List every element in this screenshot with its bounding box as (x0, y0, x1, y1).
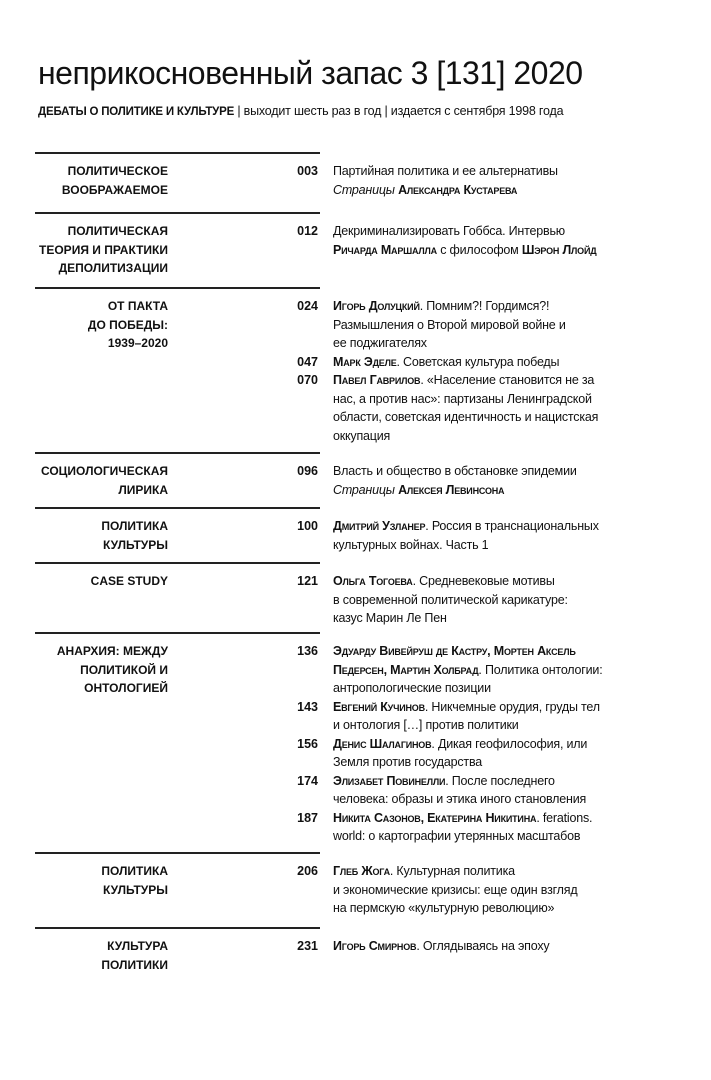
section-divider (35, 152, 320, 154)
page-number: 136 (297, 644, 318, 658)
section-divider (35, 852, 320, 854)
toc-section (35, 152, 675, 197)
entry-title: Партийная политика и ее альтернативы (333, 164, 558, 178)
section-divider (35, 452, 320, 454)
entry-title: с философом (436, 242, 522, 257)
page-number: 174 (297, 773, 318, 788)
entry-title: . Россия в транснациональных культурных войнах. Часть 1 (333, 519, 599, 552)
entry-description (333, 297, 675, 353)
entry-description (333, 735, 675, 772)
journal-title: неприкосновенный запас 3 [131] 2020 (38, 55, 583, 91)
toc-entry[interactable] (275, 462, 675, 499)
toc-entry[interactable] (275, 572, 675, 628)
author-name: Глеб Жога (333, 864, 390, 878)
author-name: Игорь Смирнов (333, 939, 417, 953)
section-entries (275, 572, 675, 628)
page-number: 156 (297, 736, 318, 751)
entry-title: . Оглядываясь на эпоху (416, 939, 550, 953)
section-category: ПОЛИТИЧЕСКОЕ ВООБРАЖАЕМОЕ (61, 164, 168, 197)
toc-section (35, 452, 675, 497)
toc-entry[interactable] (275, 353, 675, 372)
section-entries (275, 862, 675, 918)
section-category: ПОЛИТИКА КУЛЬТУРЫ (101, 864, 168, 897)
entry-description (333, 937, 675, 956)
entry-description (333, 698, 675, 735)
toc-section (35, 507, 675, 552)
toc-section (35, 632, 675, 843)
section-category: ОТ ПАКТА ДО ПОБЕДЫ: 1939–2020 (87, 299, 168, 350)
page-number: 121 (297, 574, 318, 588)
author-name: Ольга Тогоева (333, 574, 413, 588)
section-category: СОЦИОЛОГИЧЕСКАЯ ЛИРИКА (40, 464, 168, 497)
section-divider (35, 287, 320, 289)
entry-description (333, 222, 675, 259)
entry-description (333, 371, 675, 445)
author-name: Ричарда Маршалла (333, 242, 437, 257)
section-entries (275, 162, 675, 199)
entry-title: Декриминализировать Гоббса. Интервью (333, 224, 565, 238)
author-name: Эдуарду Вивейруш де Кастру, Мортен Аксель Педерсен, Мартин Холбрад (333, 644, 576, 677)
author-name: Алексея Левинсона (398, 482, 505, 497)
toc-entry[interactable] (275, 222, 675, 259)
entry-title: . Средневековые мотивы в современной политической карикатуре: казус Марин Ле Пен (333, 574, 568, 625)
entry-description (333, 353, 675, 372)
page-number: 100 (297, 519, 318, 533)
section-divider (35, 562, 320, 564)
entry-description (333, 517, 675, 554)
toc-entry[interactable] (275, 862, 675, 918)
section-divider (35, 927, 320, 929)
author-name: Элизабет Повинелли (333, 773, 446, 788)
author-name: Марк Эделе (333, 354, 397, 369)
entry-title: . Политика онтологии: антропологические позиции (333, 662, 603, 695)
section-category: ПОЛИТИКА КУЛЬТУРЫ (101, 519, 168, 552)
toc-entry[interactable] (275, 297, 675, 353)
section-entries (275, 462, 675, 499)
page-number: 070 (297, 373, 318, 387)
entry-description (333, 862, 675, 918)
entry-title: . Никчемные орудия, груды тел и онтология […] против политики (333, 699, 600, 732)
journal-tagline (38, 104, 563, 118)
toc-entry[interactable] (275, 642, 675, 698)
italic-prefix: Страницы (333, 482, 399, 497)
entry-title: . ferations. world: о картографии утерянных масштабов (333, 810, 593, 843)
toc-section (35, 852, 675, 915)
author-name: Игорь Долуцкий (333, 299, 420, 313)
page-number: 012 (297, 224, 318, 238)
page-number: 231 (297, 939, 318, 953)
section-category: КУЛЬТУРА ПОЛИТИКИ (101, 939, 168, 972)
author-name: Никита Сазонов, Екатерина Никитина (333, 810, 537, 825)
section-divider (35, 507, 320, 509)
author-name: Павел Гаврилов (333, 373, 421, 387)
page-number: 003 (297, 164, 318, 178)
toc-entry[interactable] (275, 698, 675, 735)
toc-entry[interactable] (275, 162, 675, 199)
toc-entry[interactable] (275, 371, 675, 445)
toc-section (35, 562, 675, 625)
section-entries (275, 222, 675, 259)
entry-description (333, 809, 675, 846)
author-name: Дмитрий Узланер (333, 519, 426, 533)
author-name: Шэрон Ллойд (521, 242, 597, 257)
author-name: Денис Шалагинов (333, 736, 432, 751)
italic-prefix: Страницы (333, 182, 399, 197)
section-entries (275, 297, 675, 445)
author-name: Александра Кустарева (398, 182, 518, 197)
section-entries (275, 642, 675, 846)
entry-title: . Дикая геофилософия, или Земля против государства (333, 736, 588, 769)
entry-title: . «Население становится не за нас, а против нас»: партизаны Ленинградской области, советская идентичность и нацистская оккупация (333, 373, 599, 443)
section-category: ПОЛИТИЧЕСКАЯ ТЕОРИЯ И ПРАКТИКИ ДЕПОЛИТИЗАЦИИ (39, 224, 168, 275)
section-entries (275, 937, 675, 956)
entry-title: Власть и общество в обстановке эпидемии (333, 464, 577, 478)
toc-entry[interactable] (275, 517, 675, 554)
tagline-bold: ДЕБАТЫ О ПОЛИТИКЕ И КУЛЬТУРЕ (38, 106, 235, 118)
page-number: 024 (297, 299, 318, 313)
entry-description (333, 642, 675, 698)
toc-section (35, 287, 675, 443)
toc-entry[interactable] (275, 809, 675, 846)
section-entries (275, 517, 675, 554)
entry-description (333, 572, 675, 628)
tagline-rest: | выходит шесть раз в год | издается с сентября 1998 года (234, 104, 564, 118)
section-category: АНАРХИЯ: МЕЖДУ ПОЛИТИКОЙ И ОНТОЛОГИЕЙ (56, 644, 168, 695)
entry-description (333, 772, 675, 809)
entry-description (333, 462, 675, 499)
entry-description (333, 162, 675, 199)
entry-title: . Помним?! Гордимся?! Размышления о Второй мировой войне и ее поджигателях (333, 299, 566, 350)
page-number: 187 (297, 810, 318, 825)
entry-title: . После последнего человека: образы и этика иного становления (333, 773, 587, 806)
page-number: 143 (297, 699, 318, 714)
section-divider (35, 632, 320, 634)
toc-entry[interactable] (275, 937, 675, 956)
page-number: 206 (297, 864, 318, 878)
entry-title: . Культурная политика и экономические кризисы: еще один взгляд на пермскую «культурную революцию» (333, 864, 578, 915)
author-name: Евгений Кучинов (333, 699, 425, 714)
page-number: 047 (297, 354, 318, 369)
toc-entry[interactable] (275, 772, 675, 809)
toc-section (35, 927, 675, 972)
toc-section (35, 212, 675, 275)
section-category: CASE STUDY (90, 574, 168, 588)
entry-title: . Советская культура победы (396, 354, 560, 369)
toc-entry[interactable] (275, 735, 675, 772)
page-number: 096 (297, 464, 318, 478)
section-divider (35, 212, 320, 214)
